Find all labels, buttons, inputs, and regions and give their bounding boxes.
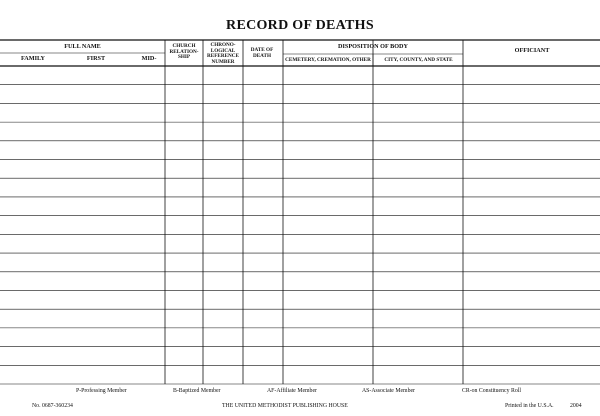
legend-baptized: B-Baptized Member <box>173 388 221 394</box>
publisher-name: THE UNITED METHODIST PUBLISHING HOUSE <box>222 403 348 409</box>
printed-in: Printed in the U.S.A. <box>505 403 554 409</box>
legend-constituency: CR-on Constituency Roll <box>462 388 521 394</box>
legend-associate: AS-Associate Member <box>362 388 415 394</box>
header-cemetery: CEMETERY, CREMATION, OTHER <box>285 57 371 63</box>
header-full-name: FULL NAME <box>64 43 101 50</box>
page-title: RECORD OF DEATHS <box>226 18 374 33</box>
header-church-relationship: CHURCH RELATION-SHIP <box>169 43 199 61</box>
header-chronological-reference: CHRONO-LOGICAL REFERENCE NUMBER <box>207 42 239 65</box>
header-middle: MID- <box>141 55 157 62</box>
legend-affiliate: AF-Affiliate Member <box>267 388 317 394</box>
header-officiant: OFFICIANT <box>514 47 550 54</box>
form-number: No. 0687-360234 <box>32 403 73 409</box>
header-disposition: DISPOSITION OF BODY <box>338 43 408 50</box>
header-city-county-state: CITY, COUNTY, AND STATE <box>384 57 453 63</box>
header-date-of-death: DATE OF DEATH <box>250 47 274 59</box>
print-year: 2004 <box>570 403 582 409</box>
header-first: FIRST <box>86 55 106 62</box>
header-family: FAMILY <box>20 55 46 62</box>
legend-professing: P-Professing Member <box>76 388 127 394</box>
